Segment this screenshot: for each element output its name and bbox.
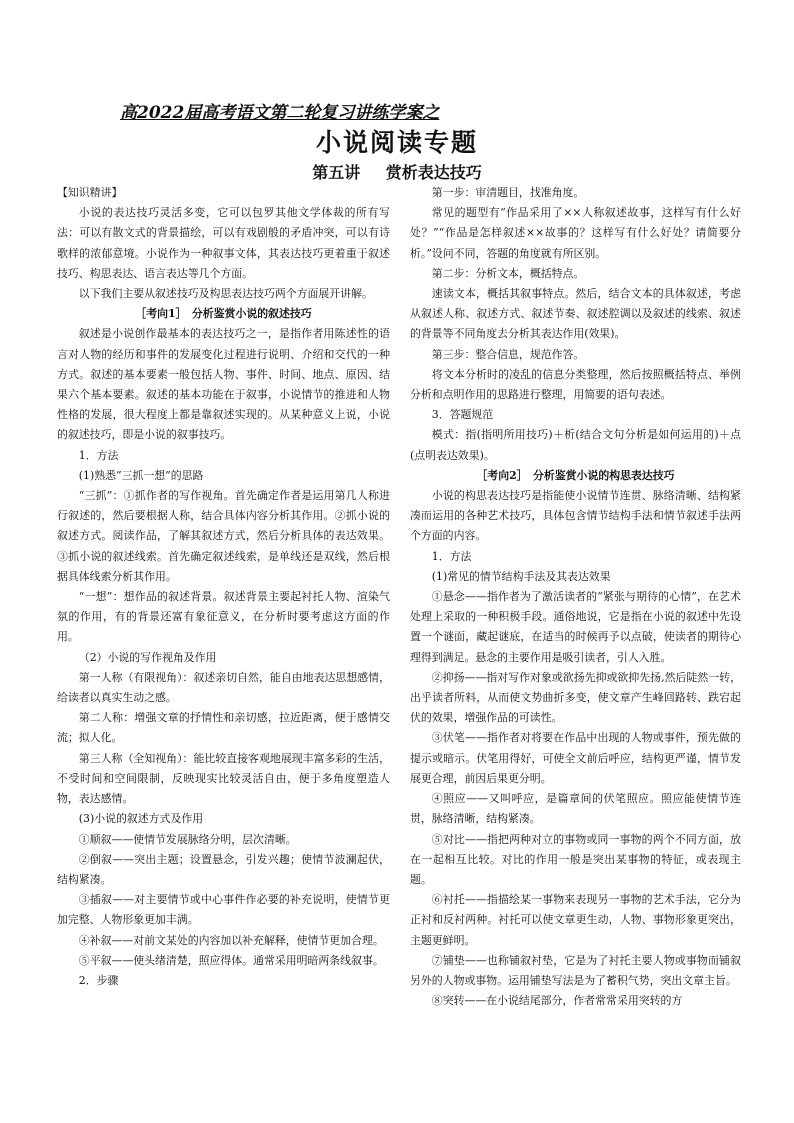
right-paragraph: 小说的构思表达技巧是指能使小说情节连贯、脉络清晰、结构紧凑而运用的各种艺术技巧，具体包含情节结构手法和情节叙述手法两个方面的内容。 bbox=[410, 489, 741, 543]
lecture-title bbox=[0, 160, 794, 183]
left-paragraph: ④补叙——对前文某处的内容加以补充解释，使情节更加合理。 bbox=[78, 933, 384, 947]
left-paragraph: 1．方法 bbox=[78, 448, 119, 462]
left-paragraph: ②倒叙——突出主题；设置悬念，引发兴趣；使情节波澜起伏，结构紧凑。 bbox=[57, 852, 390, 886]
left-paragraph: 叙述是小说创作最基本的表达技巧之一，是指作者用陈述性的语言对人物的经历和事件的发展变化过程进行说明、介绍和交代的一种方式。叙述的基本要素一般包括人物、事件、时间、地点、原因、结果六个基本要素。叙述的基本功能在于叙事，小说情节的推进和人物性格的发展，很大程度上都是靠叙述实现的。从某种意义上说，小说的叙述技巧，即是小说的叙事技巧。 bbox=[57, 327, 390, 442]
left-paragraph: 第三人称（全知视角）：能比较直接客观地展现丰富多彩的生活，不受时间和空间限制，反映现实比较灵活自由，便于多角度塑造人物，表达感情。 bbox=[57, 751, 390, 806]
right-paragraph: 第三步：整合信息，规范作答。 bbox=[431, 347, 585, 361]
right-paragraph: ④照应——又叫呼应，是篇章间的伏笔照应。照应能使情节连贯，脉络清晰，结构紧凑。 bbox=[410, 792, 741, 826]
topic-title: 小说阅读专题 bbox=[315, 128, 478, 157]
right-paragraph: ①悬念——指作者为了激活读者的“紧张与期待的心情”，在艺术处理上采取的一种积极手段。通俗地说，它是指在小说的叙述中先设置一个谜面，藏起谜底，在适当的时候再予以点破，使读者的期待心理得到满足。悬念的主要作用是吸引读者，引人入胜。 bbox=[410, 590, 741, 664]
right-paragraph: ③伏笔——指作者对将要在作品中出现的人物或事件，预先做的提示或暗示。伏笔用得好，可使全文前后呼应，结构更严谨，情节发展更合理，前因后果更分明。 bbox=[410, 731, 741, 785]
right-paragraph: 3．答题规范 bbox=[431, 408, 494, 422]
right-paragraph: 速读文本，概括其叙事特点。然后，结合文本的具体叙述，考虑从叙述人称、叙述方式、叙述节奏、叙述腔调以及叙述的线索、叙述的背景等不同角度去分析其表达作用(效果)。 bbox=[410, 287, 741, 341]
series-title: 高2022届高考语文第二轮复习讲练学案之 bbox=[120, 103, 440, 123]
left-paragraph: 2．步骤 bbox=[78, 973, 119, 987]
right-paragraph: ⑤对比——指把两种对立的事物或同一事物的两个不同方面，放在一起相互比较。对比的作用一般是突出某事物的特征，或表现主题。 bbox=[410, 832, 741, 886]
right-paragraph: 将文本分析时的凌乱的信息分类整理，然后按照概括特点、举例分析和点明作用的思路进行整理，用简要的语句表述。 bbox=[410, 367, 741, 402]
right-column bbox=[410, 183, 741, 1011]
right-paragraph: (1)常见的情节结构手法及其表达效果 bbox=[431, 569, 611, 583]
right-paragraph: 第一步：审清题目，找准角度。 bbox=[431, 186, 585, 199]
left-paragraph: (1)熟悉“三抓一想”的思路 bbox=[78, 468, 204, 482]
left-column bbox=[57, 183, 390, 991]
left-paragraph: “三抓”：①抓作者的写作视角。首先确定作者是运用第几人称进行叙述的，然后要根据人称，结合具体内容分析其作用。②抓小说的叙述方式。阅读作品，了解其叙述方式，然后分析具体的表达效果。③抓小说的叙述线索。首先确定叙述线索，是单线还是双线，然后根据具体线索分析其作用。 bbox=[57, 489, 390, 583]
right-paragraph: 1．方法 bbox=[431, 549, 472, 563]
left-paragraph: ③插叙——对主要情节或中心事件作必要的补充说明，使情节更加完整、人物形象更加丰满。 bbox=[57, 893, 390, 927]
left-paragraph: ⑤平叙——使头绪清楚，照应得体。通常采用明暗两条线叙事。 bbox=[78, 953, 384, 967]
lecture-number: 第五讲 bbox=[312, 163, 361, 182]
left-paragraph: ［考向1］ 分析鉴赏小说的叙述技巧 bbox=[135, 307, 312, 321]
left-paragraph: 第一人称（有限视角）：叙述亲切自然，能自由地表达思想感情，给读者以真实生动之感。 bbox=[57, 670, 390, 705]
right-paragraph: ②抑扬——指对写作对象或欲扬先抑或欲抑先扬,然后陡然一转，出乎读者所料，从而使文势曲折多变，使文章产生峰回路转、跌宕起伏的效果，增强作品的可读性。 bbox=[410, 670, 741, 725]
left-paragraph: 【知识精讲】 bbox=[57, 186, 123, 199]
left-paragraph: (3)小说的叙述方式及作用 bbox=[78, 812, 204, 826]
left-paragraph: 第二人称：增强文章的抒情性和亲切感，拉近距离，便于感情交流；拟人化。 bbox=[57, 711, 390, 745]
right-paragraph: ⑧突转——在小说结尾部分，作者常常采用突转的方 bbox=[431, 994, 683, 1008]
left-paragraph: “一想”：想作品的叙述背景。叙述背景主要起衬托人物、渲染气氛的作用，有的背景还富有象征意义，在分析时要考虑这方面的作用。 bbox=[57, 590, 390, 644]
right-paragraph: ⑦铺垫——也称铺叙衬垫，它是为了衬托主要人物或事物而铺叙另外的人物或事物。运用铺垫写法是为了蓄积气势，突出文章主旨。 bbox=[410, 953, 741, 987]
right-paragraph: 模式：指(指明所用技巧)＋析(结合文句分析是如何运用的)＋点(点明表达效果)。 bbox=[410, 428, 741, 462]
right-paragraph: 第二步：分析文本，概括特点。 bbox=[431, 266, 585, 280]
lecture-name: 赏析表达技巧 bbox=[385, 163, 482, 182]
left-paragraph: （2）小说的写作视角及作用 bbox=[78, 650, 217, 664]
left-paragraph: ①顺叙——使情节发展脉络分明，层次清晰。 bbox=[78, 832, 297, 846]
right-paragraph: ⑥衬托——指描绘某一事物来表现另一事物的艺术手法，它分为正衬和反衬两种。衬托可以使文章更生动，人物、事物形象更突出，主题更鲜明。 bbox=[410, 893, 741, 947]
left-paragraph: 小说的表达技巧灵活多变，它可以包罗其他文学体裁的所有写法：可以有散文式的背景描绘，可以有戏剧般的矛盾冲突，可以有诗歌样的浓郁意境。小说作为一种叙事文体，其表达技巧更着重于叙述技巧、构思表达、语言表达等几个方面。 bbox=[57, 206, 390, 280]
right-paragraph: ［考向2］ 分析鉴赏小说的构思表达技巧 bbox=[476, 468, 675, 482]
right-paragraph: 常见的题型有“作品采用了××人称叙述故事，这样写有什么好处？”“作品是怎样叙述××故事的？这样写有什么好处？请简要分析。”设问不同，答题的角度就有所区别。 bbox=[410, 206, 741, 260]
left-paragraph: 以下我们主要从叙述技巧及构思表达技巧两个方面展开讲解。 bbox=[78, 287, 373, 301]
